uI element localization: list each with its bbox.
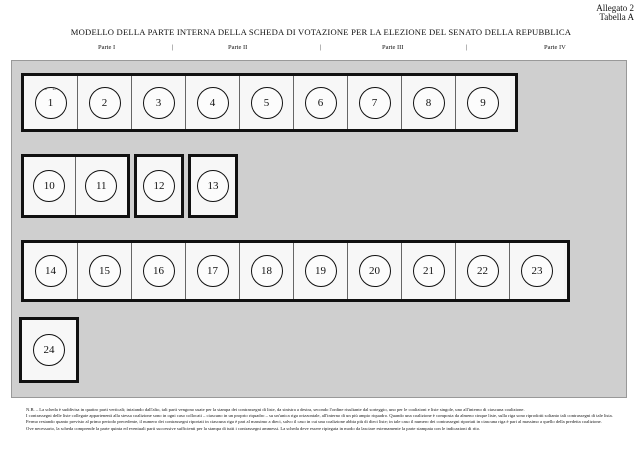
single-list-group — [134, 154, 184, 218]
part-divider: | — [172, 44, 174, 51]
list-symbol-circle: 20 — [359, 255, 391, 287]
list-symbol-circle: 10 — [33, 170, 65, 202]
list-cell — [22, 320, 76, 380]
list-cell — [240, 243, 294, 299]
list-symbol-circle: 11 — [85, 170, 117, 202]
coalition-group-3 — [21, 240, 570, 302]
list-cell — [294, 243, 348, 299]
list-cell — [402, 76, 456, 129]
list-symbol-circle: 8 — [413, 87, 445, 119]
single-list-group — [19, 317, 79, 383]
list-symbol-circle: 3 — [143, 87, 175, 119]
footnote-line: Fermo restando quanto previsto al primo periodo precedente, il numero dei contrassegni riportati in ciascuna riga è pari al massimo a dieci, salvo il caso in cui una coalizione abbia più di dieci liste; in tale caso il numero dei contrassegni riportati in ciascuna riga è pari al massimo a quello della predetta coalizione. — [26, 419, 602, 425]
list-symbol-circle: 19 — [305, 255, 337, 287]
parts-header — [0, 44, 642, 54]
list-symbol-circle: 23 — [521, 255, 553, 287]
list-cell — [348, 76, 402, 129]
part-divider: | — [466, 44, 468, 51]
list-symbol-circle: 12 — [143, 170, 175, 202]
list-symbol-circle: 14 — [35, 255, 67, 287]
list-cell — [186, 243, 240, 299]
list-symbol-circle: 13 — [197, 170, 229, 202]
arrow-icon: → ← — [42, 86, 59, 92]
list-cell — [24, 76, 78, 129]
list-cell — [240, 76, 294, 129]
list-cell — [191, 157, 235, 215]
coalition-group-2 — [21, 154, 130, 218]
list-symbol-circle: 16 — [143, 255, 175, 287]
list-symbol-circle: 18 — [251, 255, 283, 287]
page-title: MODELLO DELLA PARTE INTERNA DELLA SCHEDA DI VOTAZIONE PER LA ELEZIONE DEL SENATO DELLA REPUBBLICA — [70, 27, 572, 37]
list-symbol-circle: 4 — [197, 87, 229, 119]
list-cell — [456, 76, 510, 129]
part-label-4: Parte IV — [544, 44, 566, 51]
list-cell — [137, 157, 181, 215]
list-symbol-circle: 22 — [467, 255, 499, 287]
list-symbol-circle: 7 — [359, 87, 391, 119]
list-symbol-circle: 21 — [413, 255, 445, 287]
list-cell — [132, 243, 186, 299]
part-label-1: Parte I — [98, 44, 116, 51]
footnote — [26, 407, 626, 432]
part-label-3: Parte III — [382, 44, 404, 51]
list-cell — [132, 76, 186, 129]
attachment-label: Allegato 2 — [596, 3, 634, 13]
list-cell — [24, 243, 78, 299]
list-symbol-circle: 1 — [35, 87, 67, 119]
list-symbol-circle: 5 — [251, 87, 283, 119]
footnote-line: N.B. – La scheda è suddivisa in quattro parti verticali; iniziando dall'alto, tali parti vengono usate per la stampa dei contrassegni di liste, da sinistra a destra, secondo l'ordine risultante dal sorteggio, uno per le coalizioni e liste singole, uno all'interno di ciascuna coalizione. — [26, 407, 525, 412]
list-cell — [76, 157, 127, 215]
list-symbol-circle: 9 — [467, 87, 499, 119]
footnote-line: I contrassegni delle liste collegate appartenenti alla stessa coalizione sono in ogni caso collocati – ciascuno in un proprio riquadro – su un'unica riga orizzontale, all'interno di un più ampio riquadro. Quando una coalizione è composta da almeno cinque liste, sulla riga sono riprodotti soltanto tali contrassegni di tale lista. — [26, 413, 613, 419]
footnote-line: Ove necessario, la scheda comprende la parte quinta ed eventuali parti successive sufficienti per la stampa di tutti i contrassegni ammessi. La scheda deve essere ripiegata in modo da lasciare esternamente la parte stampata con le indicazioni di rito. — [26, 425, 481, 431]
coalition-group-1 — [21, 73, 518, 132]
list-symbol-circle: 24 — [33, 334, 65, 366]
list-symbol-circle: 6 — [305, 87, 337, 119]
list-symbol-circle: 2 — [89, 87, 121, 119]
single-list-group — [188, 154, 238, 218]
list-cell — [348, 243, 402, 299]
attachment-reference — [596, 4, 634, 22]
part-label-2: Parte II — [228, 44, 248, 51]
list-cell — [78, 243, 132, 299]
list-symbol-circle: 17 — [197, 255, 229, 287]
list-cell — [186, 76, 240, 129]
list-cell — [456, 243, 510, 299]
list-cell — [402, 243, 456, 299]
list-cell — [510, 243, 564, 299]
list-cell — [294, 76, 348, 129]
part-divider: | — [320, 44, 322, 51]
list-symbol-circle: 15 — [89, 255, 121, 287]
list-cell — [24, 157, 76, 215]
table-label: Tabella A — [599, 12, 634, 22]
list-cell — [78, 76, 132, 129]
